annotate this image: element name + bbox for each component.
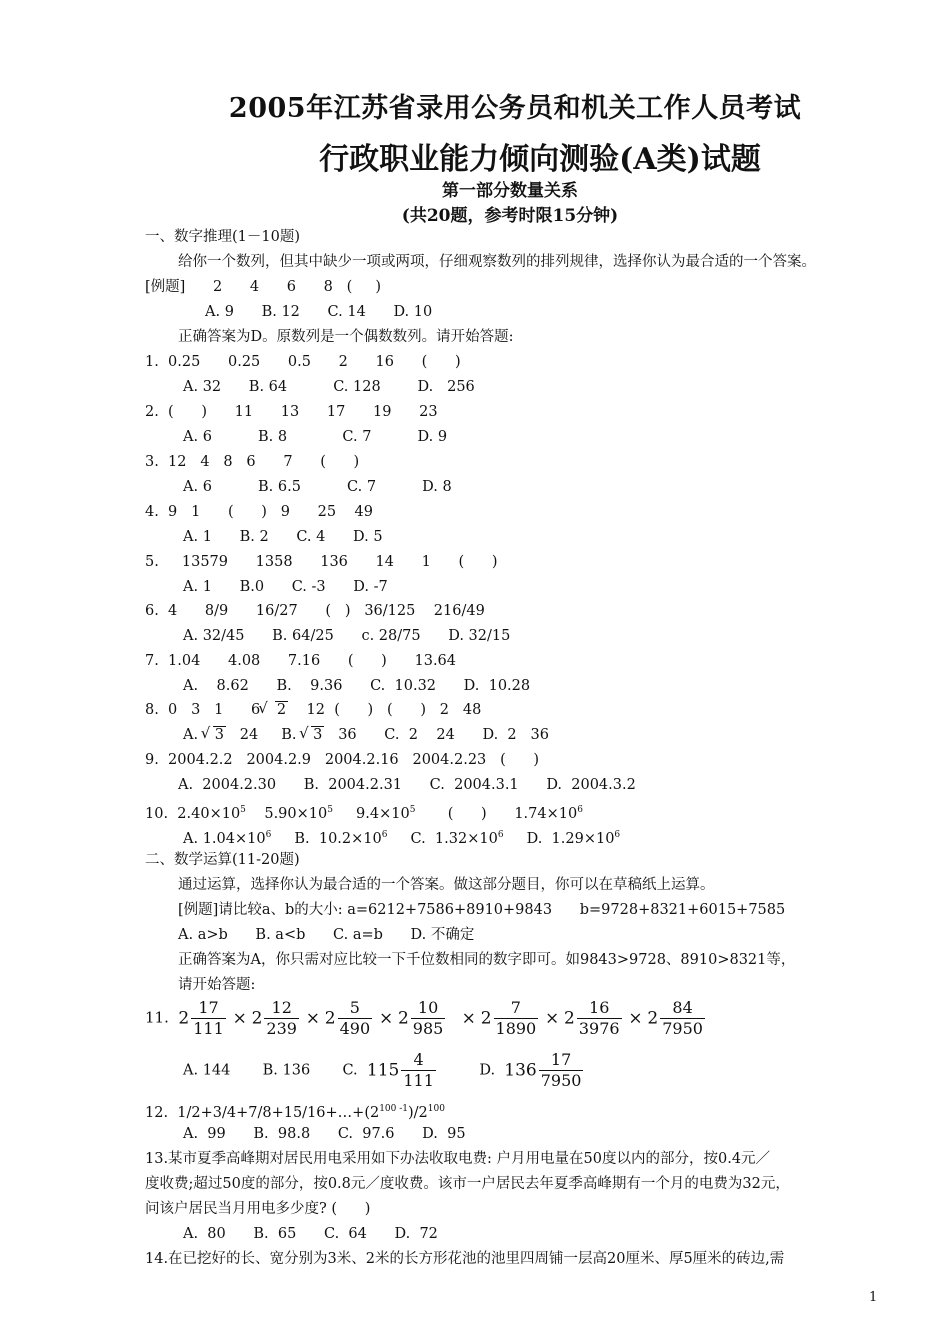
- times-sign: ×: [232, 1008, 247, 1029]
- section1-heading: 一、数字推理(1－10题): [145, 229, 300, 245]
- question-8-part1: 8. 0 3 1 6: [145, 702, 261, 718]
- times-sign: ×: [545, 1008, 560, 1029]
- q11-fraction: [411, 998, 446, 1039]
- question-12: [145, 1099, 445, 1123]
- q10-value2: 5.90×10: [264, 806, 328, 822]
- q10-exp4: 6: [577, 805, 583, 815]
- question-7: 7. 1.04 4.08 7.16 ( ) 13.64: [145, 653, 457, 669]
- section1-example-answer: 正确答案为D。原数列是一个偶数数列。请开始答题:: [178, 329, 514, 345]
- q10-value1: 2.40×10: [177, 806, 241, 822]
- question-10-number: 10.: [145, 806, 169, 822]
- question-3-options: A. 6 B. 6.5 C. 7 D. 8: [183, 479, 452, 495]
- q10-exp3: 5: [409, 805, 416, 815]
- q11-option-d-whole: 136: [504, 1060, 537, 1081]
- q11-whole: 2: [647, 1008, 659, 1029]
- option-a-rest: 24 B.: [225, 727, 297, 743]
- q10-option-d: D. 1.29×10: [526, 831, 615, 847]
- q11-option-d: D.: [479, 1062, 496, 1079]
- q11-whole: 2: [397, 1008, 409, 1029]
- q11-option-c-fraction: [401, 1050, 436, 1091]
- q10-option-a-exp: 6: [265, 830, 272, 840]
- question-8-sqrt-value: 2: [276, 702, 287, 718]
- numerator: 84: [660, 998, 705, 1019]
- option-a-sqrt-value: 3: [214, 727, 224, 743]
- q11-fraction: [577, 998, 622, 1039]
- q11-fraction: [338, 998, 373, 1039]
- q11-whole: 2: [564, 1008, 575, 1029]
- q11-option-b: B. 136: [262, 1062, 311, 1079]
- q12-exp2: 100: [427, 1104, 445, 1114]
- q10-exp1: 5: [240, 805, 246, 815]
- q11-fraction: [494, 998, 539, 1039]
- exam-title: 2005年江苏省录用公务员和机关工作人员考试: [228, 93, 802, 124]
- question-9-options: A. 2004.2.30 B. 2004.2.31 C. 2004.3.1 D. 2004.3.2: [178, 777, 636, 793]
- q12-exp1: 100 -1: [379, 1104, 409, 1114]
- question-13-line1: 13.某市夏季高峰期对居民用电采用如下办法收取电费: 户月用电量在50度以内的部分，按0.4元／: [145, 1151, 771, 1167]
- exam-subtitle: 行政职业能力倾向测验(A类)试题: [319, 142, 761, 177]
- question-13-line2: 度收费;超过50度的部分，按0.8元／度收费。该市一户居民去年夏季高峰期有一个月的电费为32元，: [145, 1176, 790, 1192]
- question-5: 5. 13579 1358 136 14 1 ( ): [145, 554, 498, 570]
- question-5-options: A. 1 B.0 C. -3 D. -7: [183, 579, 388, 595]
- q11-whole: 2: [480, 1008, 492, 1029]
- question-2: 2. ( ) 11 13 17 19 23: [145, 404, 438, 420]
- question-8-options: [183, 725, 549, 745]
- denominator: 490: [339, 1019, 371, 1038]
- q12-text2: )/2: [408, 1105, 428, 1121]
- question-6-options: A. 32/45 B. 64/25 c. 28/75 D. 32/15: [183, 628, 511, 644]
- q10-option-c-exp: 6: [497, 830, 504, 840]
- question-11-number: 11.: [145, 1008, 169, 1027]
- question-4-options: A. 1 B. 2 C. 4 D. 5: [183, 529, 383, 545]
- q11-fraction: [191, 998, 226, 1039]
- section1-instructions: 给你一个数列，但其中缺少一项或两项，仔细观察数列的排列规律，选择你认为最合适的一个答案。: [178, 254, 816, 270]
- question-12-options: A. 99 B. 98.8 C. 97.6 D. 95: [183, 1126, 466, 1142]
- question-10-options: [183, 825, 620, 849]
- denominator: 111: [403, 1071, 434, 1090]
- sqrt-symbol: [203, 725, 226, 745]
- q10-option-b: B. 10.2×10: [294, 831, 382, 847]
- q10-option-c: C. 1.32×10: [410, 831, 498, 847]
- question-8: [145, 700, 481, 720]
- question-11-options: [183, 1050, 585, 1091]
- question-11: [145, 998, 707, 1039]
- times-sign: ×: [628, 1008, 643, 1029]
- section1-example-options: A. 9 B. 12 C. 14 D. 10: [205, 304, 433, 320]
- question-3: 3. 12 4 8 6 7 ( ): [145, 454, 360, 470]
- question-7-options: A. 8.62 B. 9.36 C. 10.32 D. 10.28: [183, 678, 531, 694]
- option-b-rest: 36 C. 2 24 D. 2 36: [324, 727, 549, 743]
- section2-example-options: A. a>b B. a<b C. a=b D. 不确定: [178, 927, 475, 943]
- q11-option-d-fraction: [539, 1050, 584, 1091]
- q11-fraction: [264, 998, 299, 1039]
- question-14: 14.在已挖好的长、宽分别为3米、2米的长方形花池的池里四周铺一层高20厘米、厚5厘米的砖边,需: [145, 1251, 785, 1267]
- q12-text1: 12. 1/2+3/4+7/8+15/16+…+(2: [145, 1105, 380, 1121]
- numerator: 7: [494, 998, 539, 1019]
- question-1-options: A. 32 B. 64 C. 128 D. 256: [183, 379, 475, 395]
- denominator: 3976: [578, 1019, 620, 1038]
- numerator: 12: [264, 998, 299, 1019]
- section2-heading: 二、数学运算(11-20题): [145, 852, 300, 868]
- numerator: 10: [411, 998, 446, 1019]
- q11-option-a: A. 144: [183, 1062, 231, 1079]
- q10-value3: 9.4×10: [356, 806, 410, 822]
- times-sign: ×: [305, 1008, 320, 1029]
- sqrt-symbol: [301, 725, 324, 745]
- question-6: 6. 4 8/9 16/27 ( ) 36/125 216/49: [145, 603, 485, 619]
- question-13-options: A. 80 B. 65 C. 64 D. 72: [183, 1226, 438, 1242]
- q11-whole: 2: [251, 1008, 263, 1029]
- option-a-label: A.: [183, 727, 199, 743]
- q11-option-c-whole: 115: [366, 1060, 400, 1081]
- q11-option-c: C.: [342, 1062, 358, 1079]
- sqrt-symbol: [260, 700, 288, 720]
- times-sign: ×: [461, 1008, 476, 1029]
- q10-value4: 1.74×10: [514, 806, 578, 822]
- denominator: 239: [266, 1019, 297, 1038]
- denominator: 111: [193, 1019, 224, 1038]
- question-9: 9. 2004.2.2 2004.2.9 2004.2.16 2004.2.23 ( ): [145, 752, 540, 768]
- denominator: 7950: [540, 1071, 582, 1090]
- page-number: 1: [869, 1290, 878, 1305]
- section2-start: 请开始答题:: [178, 977, 256, 993]
- q11-whole: 2: [324, 1008, 336, 1029]
- section2-instructions: 通过运算，选择你认为最合适的一个答案。做这部分题目，你可以在草稿纸上运算。: [178, 877, 715, 893]
- part-heading: 第一部分数量关系: [442, 181, 578, 201]
- question-10: [145, 800, 583, 824]
- option-b-sqrt-value: 3: [313, 727, 323, 743]
- numerator: 17: [191, 998, 226, 1019]
- times-sign: ×: [378, 1008, 394, 1029]
- q10-option-b-exp: 6: [381, 830, 388, 840]
- question-8-part2: 12 ( ) ( ) 2 48: [288, 702, 482, 718]
- question-13-line3: 问该户居民当月用电多少度? ( ): [145, 1201, 371, 1217]
- q11-fraction: [660, 998, 705, 1039]
- denominator: 985: [412, 1019, 444, 1038]
- denominator: 7950: [662, 1019, 703, 1038]
- q10-option-a: A. 1.04×10: [183, 831, 266, 847]
- part-note: (共20题，参考时限15分钟): [401, 206, 619, 226]
- q10-blank: ( ): [447, 806, 487, 822]
- denominator: 1890: [495, 1019, 537, 1038]
- numerator: 5: [338, 998, 373, 1019]
- numerator: 17: [539, 1050, 584, 1071]
- q10-option-d-exp: 6: [614, 830, 621, 840]
- section2-example: [例题]请比较a、b的大小: a=6212+7586+8910+9843 b=9728+8321+6015+7585: [178, 902, 786, 918]
- q11-whole: 2: [178, 1008, 190, 1029]
- numerator: 4: [401, 1050, 436, 1071]
- numerator: 16: [577, 998, 622, 1019]
- section1-example: [例题] 2 4 6 8 ( ): [145, 279, 382, 295]
- q10-exp2: 5: [327, 805, 333, 815]
- question-1: 1. 0.25 0.25 0.5 2 16 ( ): [145, 354, 461, 370]
- question-4: 4. 9 1 ( ) 9 25 49: [145, 504, 373, 520]
- section2-example-answer: 正确答案为A，你只需对应比较一下千位数相同的数字即可。如9843>9728、8910>8321等，: [178, 952, 796, 968]
- question-2-options: A. 6 B. 8 C. 7 D. 9: [183, 429, 448, 445]
